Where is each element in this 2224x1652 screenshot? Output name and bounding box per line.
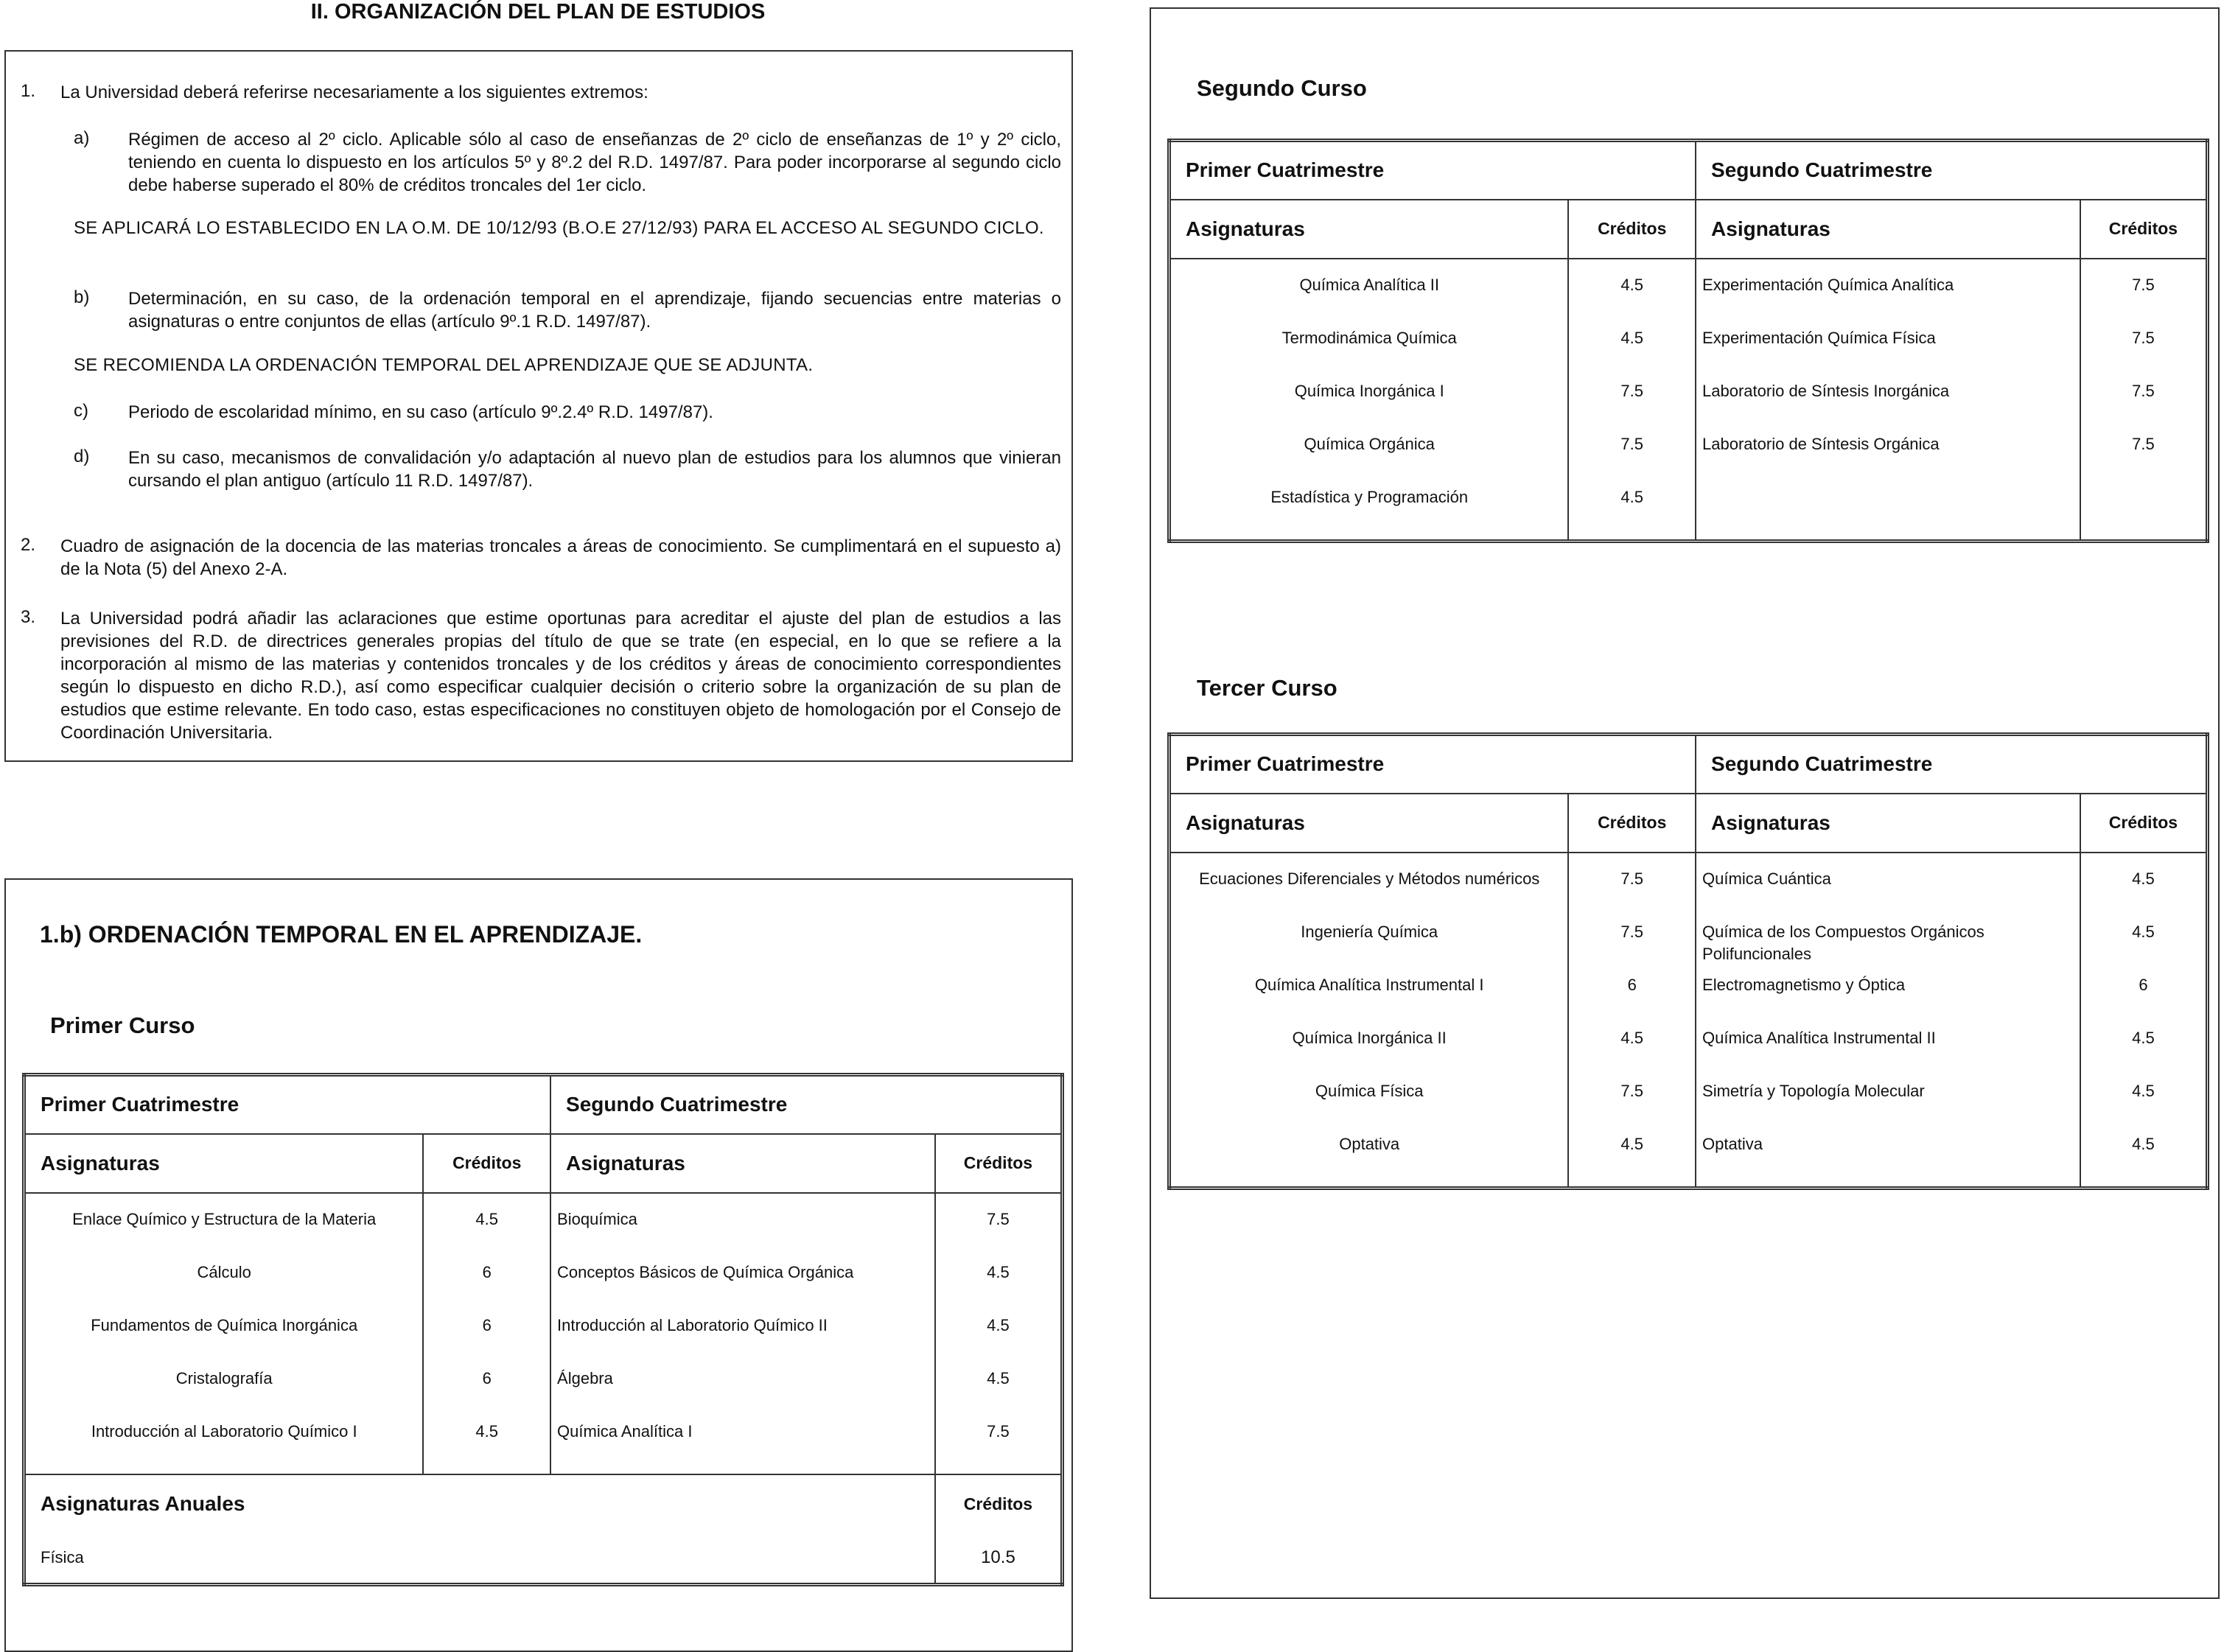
credits-cell: 4.5: [1620, 275, 1644, 294]
credits-cell: 7.5: [1620, 869, 1644, 888]
header-creditos: Créditos: [2080, 200, 2208, 259]
header-primer-cuatrimestre: Primer Cuatrimestre: [24, 1075, 551, 1134]
subject-cell: Conceptos Básicos de Química Orgánica: [557, 1262, 854, 1281]
header-primer-cuatrimestre: Primer Cuatrimestre: [1169, 141, 1696, 200]
credits-cell: 4.5: [2132, 1081, 2155, 1100]
subject-cell: Optativa: [1702, 1134, 1763, 1153]
credits-cell: [2081, 486, 2206, 539]
credits-cell: 7.5: [1620, 434, 1644, 453]
item-a-note: SE APLICARÁ LO ESTABLECIDO EN LA O.M. DE 10/12/93 (B.O.E 27/12/93) PARA EL ACCESO AL SEGUNDO CICLO.: [74, 218, 1044, 238]
credits-cell: 7.5: [2132, 328, 2155, 347]
table-row: [24, 1368, 1063, 1421]
ordenacion-box: [4, 878, 1073, 1652]
table-row: [1169, 433, 2208, 486]
credits-cell: 6: [2139, 975, 2148, 994]
subject-cell: Química Física: [1315, 1081, 1424, 1100]
credits-cell: 7.5: [2132, 434, 2155, 453]
header-creditos: Créditos: [2080, 794, 2208, 853]
table-row: [1169, 1080, 2208, 1133]
credits-cell: 4.5: [1620, 328, 1644, 347]
item-d-text: En su caso, mecanismos de convalidación y/o adaptación al nuevo plan de estudios para los alumnos que vinieran cursando el plan antiguo (artículo 11 R.D. 1497/87).: [128, 448, 1061, 491]
table-row: [1169, 1133, 2208, 1189]
subject-cell: Química Analítica Instrumental II: [1702, 1028, 1936, 1047]
item-a-text: Régimen de acceso al 2º ciclo. Aplicable sólo al caso de enseñanzas de 2º ciclo de enseñanzas de 1º y 2º ciclo, teniendo en cuenta lo dispuesto en los artículos 5º y 8º.2 del R.D. 1497/87. Para poder incorporarse al segundo ciclo debe haberse superado el 80% de créditos troncales del 1er ciclo.: [128, 130, 1061, 195]
header-creditos: Créditos: [935, 1474, 1063, 1533]
subject-cell: Química Inorgánica II: [1292, 1028, 1447, 1047]
segundo-curso-table: [1167, 139, 2209, 543]
item-letter: b): [74, 287, 90, 307]
credits-cell: 4.5: [1620, 1134, 1644, 1153]
subject-cell: Laboratorio de Síntesis Inorgánica: [1702, 381, 1950, 400]
header-asignaturas-anuales: Asignaturas Anuales: [24, 1474, 935, 1533]
credits-cell: 7.5: [987, 1421, 1010, 1441]
subject-cell: Química de los Compuestos Orgánicos Polifuncionales: [1702, 922, 1985, 963]
item-c-text: Periodo de escolaridad mínimo, en su caso (artículo 9º.2.4º R.D. 1497/87).: [128, 402, 713, 422]
credits-cell: 6: [482, 1368, 492, 1387]
primer-curso-title: Primer Curso: [50, 1012, 195, 1038]
credits-cell: 4.5: [2132, 1134, 2155, 1153]
header-segundo-cuatrimestre: Segundo Cuatrimestre: [550, 1075, 1062, 1134]
table-row: [24, 1421, 1063, 1474]
subject-cell: Cálculo: [197, 1262, 251, 1281]
subject-cell: Ecuaciones Diferenciales y Métodos numéricos: [1199, 869, 1540, 888]
subject-cell: Electromagnetismo y Óptica: [1702, 975, 1906, 994]
item-1-text: La Universidad deberá referirse necesariamente a los siguientes extremos:: [60, 83, 648, 102]
credits-cell: 4.5: [987, 1262, 1010, 1281]
item-3-text: La Universidad podrá añadir las aclaraciones que estime oportunas para acreditar el ajuste del plan de estudios a las previsiones del R.D. de directrices generales propias del título de que se trate (en especial, en lo que se refiere a la incorporación al mismo de las materias y contenidos troncales y de los créditos y áreas de conocimiento correspondientes según lo dispuesto en dicho R.D.), así como especificar cualquier decisión o criterio sobre la organización de su plan de estudios que estime relevante. En todo caso, estas especificaciones no constituyen objeto de homologación por el Consejo de Coordinación Universitaria.: [60, 609, 1061, 743]
table-row: [1169, 327, 2208, 380]
subject-cell: Optativa: [1339, 1134, 1400, 1153]
credits-cell: 4.5: [2132, 922, 2155, 941]
credits-cell: 4.5: [475, 1209, 499, 1228]
header-creditos: Créditos: [935, 1134, 1063, 1193]
credits-cell: 4.5: [1620, 487, 1644, 506]
item-2-text: Cuadro de asignación de la docencia de las materias troncales a áreas de conocimiento. Se cumplimentará en el supuesto a) de la Nota (5) del Anexo 2-A.: [60, 536, 1061, 579]
credits-cell: 7.5: [1620, 922, 1644, 941]
credits-cell: 4.5: [987, 1368, 1010, 1387]
header-asignaturas: Asignaturas: [1169, 794, 1569, 853]
subject-cell: Química Analítica Instrumental I: [1254, 975, 1484, 994]
segundo-curso-title: Segundo Curso: [1197, 75, 1367, 101]
credits-cell: 4.5: [2132, 869, 2155, 888]
subject-cell: Química Analítica II: [1299, 275, 1439, 294]
item-b-text: Determinación, en su caso, de la ordenación temporal en el aprendizaje, fijando secuencias entre materias o asignaturas o entre conjuntos de ellas (artículo 9º.1 R.D. 1497/87).: [128, 289, 1061, 332]
table-row: [1169, 486, 2208, 542]
ordenacion-title: 1.b) ORDENACIÓN TEMPORAL EN EL APRENDIZAJE.: [40, 921, 643, 948]
header-asignaturas: Asignaturas: [1169, 200, 1569, 259]
table-row: [24, 1261, 1063, 1315]
item-letter: d): [74, 447, 90, 466]
subject-cell: Simetría y Topología Molecular: [1702, 1081, 1925, 1100]
subject-cell: Enlace Químico y Estructura de la Materia: [72, 1209, 377, 1228]
table-row: [1169, 921, 2208, 974]
subject-cell: Bioquímica: [557, 1209, 637, 1228]
item-letter: c): [74, 401, 88, 421]
subject-cell: Química Inorgánica I: [1294, 381, 1444, 400]
subject-cell: Álgebra: [557, 1368, 613, 1387]
credits-cell: 7.5: [1620, 381, 1644, 400]
credits-cell: 4.5: [987, 1315, 1010, 1334]
header-creditos: Créditos: [1568, 200, 1696, 259]
table-row: [24, 1315, 1063, 1368]
table-row: [1169, 1027, 2208, 1080]
subject-cell: Fundamentos de Química Inorgánica: [91, 1315, 358, 1334]
table-row: [1169, 380, 2208, 433]
section-title: II. ORGANIZACIÓN DEL PLAN DE ESTUDIOS: [310, 0, 766, 24]
header-segundo-cuatrimestre: Segundo Cuatrimestre: [1696, 141, 2207, 200]
primer-curso-table: [22, 1073, 1064, 1586]
item-number: 1.: [21, 81, 36, 101]
table-row: [1169, 974, 2208, 1027]
subject-cell: Introducción al Laboratorio Químico I: [91, 1421, 357, 1441]
header-asignaturas: Asignaturas: [1696, 200, 2080, 259]
header-asignaturas: Asignaturas: [550, 1134, 935, 1193]
item-number: 2.: [21, 535, 36, 555]
header-creditos: Créditos: [423, 1134, 550, 1193]
header-primer-cuatrimestre: Primer Cuatrimestre: [1169, 735, 1696, 794]
subject-cell: Experimentación Química Física: [1702, 328, 1936, 347]
credits-cell: 4.5: [2132, 1028, 2155, 1047]
item-number: 3.: [21, 607, 36, 627]
section-ii-box: [4, 50, 1073, 762]
anual-credits: 10.5: [935, 1533, 1063, 1585]
table-row: [24, 1193, 1063, 1261]
credits-cell: 6: [482, 1262, 492, 1281]
subject-cell: Experimentación Química Analítica: [1702, 275, 1954, 294]
anual-subject: Física: [24, 1533, 935, 1585]
subject-cell: Estadística y Programación: [1270, 487, 1469, 506]
subject-cell: Termodinámica Química: [1281, 328, 1457, 347]
credits-cell: 4.5: [1620, 1028, 1644, 1047]
subject-cell: Química Orgánica: [1304, 434, 1435, 453]
header-asignaturas: Asignaturas: [24, 1134, 424, 1193]
subject-cell: Ingeniería Química: [1301, 922, 1438, 941]
subject-cell: Laboratorio de Síntesis Orgánica: [1702, 434, 1940, 453]
subject-cell: Química Analítica I: [557, 1421, 693, 1441]
header-creditos: Créditos: [1568, 794, 1696, 853]
right-page-box: [1150, 7, 2220, 1599]
credits-cell: 6: [482, 1315, 492, 1334]
credits-cell: 7.5: [2132, 275, 2155, 294]
credits-cell: 4.5: [475, 1421, 499, 1441]
tercer-curso-title: Tercer Curso: [1197, 675, 1337, 701]
credits-cell: 7.5: [1620, 1081, 1644, 1100]
table-row: [1169, 853, 2208, 921]
item-b-note: SE RECOMIENDA LA ORDENACIÓN TEMPORAL DEL APRENDIZAJE QUE SE ADJUNTA.: [74, 355, 814, 375]
credits-cell: 7.5: [987, 1209, 1010, 1228]
subject-cell: Introducción al Laboratorio Químico II: [557, 1315, 828, 1334]
subject-cell: Cristalografía: [175, 1368, 273, 1387]
item-letter: a): [74, 128, 90, 148]
subject-cell: [1702, 486, 2080, 539]
credits-cell: 6: [1627, 975, 1637, 994]
header-segundo-cuatrimestre: Segundo Cuatrimestre: [1696, 735, 2207, 794]
header-asignaturas: Asignaturas: [1696, 794, 2080, 853]
credits-cell: 7.5: [2132, 381, 2155, 400]
tercer-curso-table: [1167, 732, 2209, 1190]
subject-cell: Química Cuántica: [1702, 869, 1831, 888]
table-row: [1169, 259, 2208, 327]
